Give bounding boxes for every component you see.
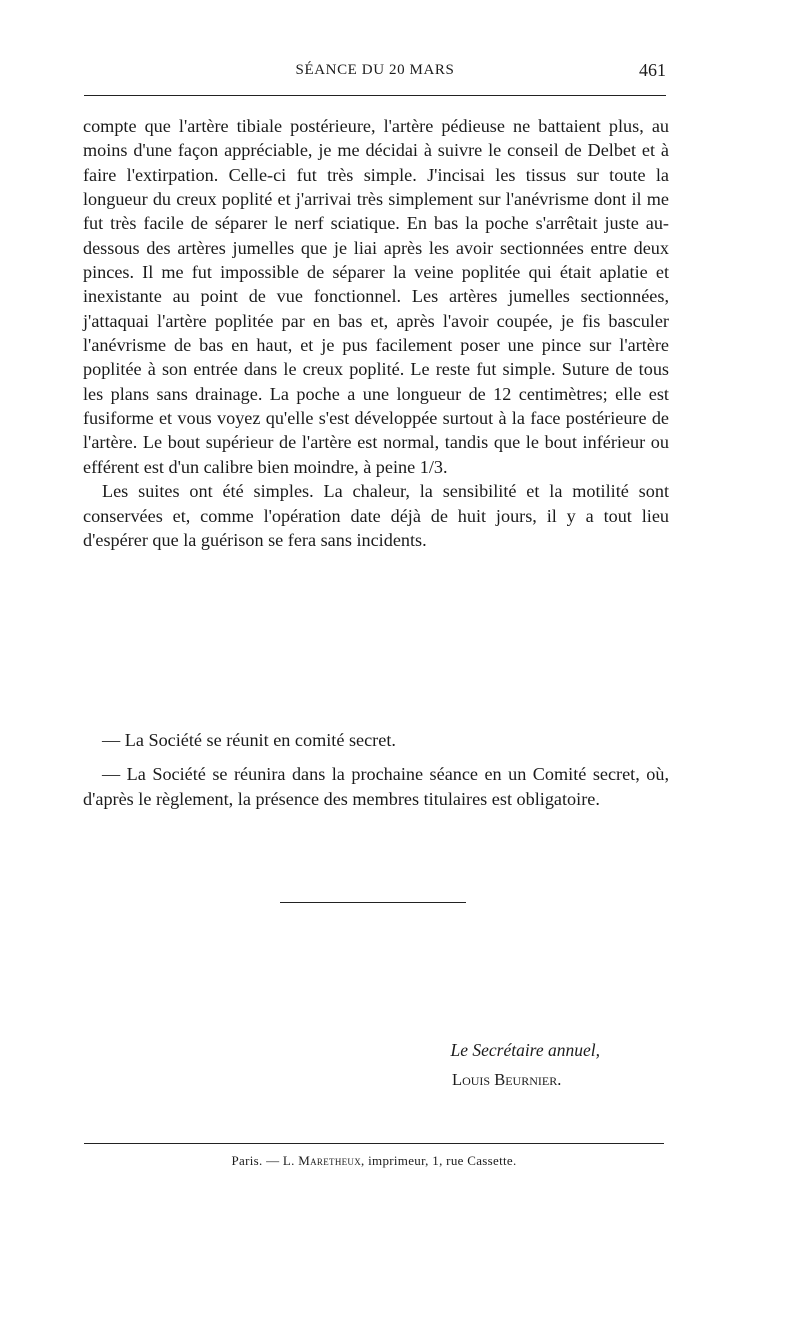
running-title: SÉANCE DU 20 MARS (295, 62, 455, 78)
running-head (84, 60, 666, 86)
imprint-prefix: Paris. — L. (231, 1153, 299, 1168)
announcement-comite-secret: — La Société se réunit en comité secret. (102, 730, 396, 750)
header-rule (84, 95, 666, 96)
section-divider (280, 902, 466, 903)
announcements (83, 728, 669, 811)
body-text (83, 114, 669, 552)
imprint-printer: Maretheux (298, 1153, 362, 1168)
signature-name: Louis Beurnier. (452, 1070, 562, 1089)
footer-rule (84, 1143, 664, 1144)
announcement-prochaine-seance: — La Société se réunira dans la prochaine séance en un Comité secret, où, d'après le règlement, la présence des membres titulaires est obligatoire. (83, 764, 669, 809)
printer-imprint (84, 1153, 664, 1169)
signature-role: Le Secrétaire annuel, (450, 1040, 600, 1060)
imprint-suffix: , imprimeur, 1, rue Cassette. (361, 1153, 517, 1168)
page-number: 461 (639, 60, 666, 80)
body-paragraph: Les suites ont été simples. La chaleur, la sensibilité et la motilité sont conservées et, comme l'opération date déjà de huit jours, il y a tout lieu d'espérer que la guérison se fera sans incidents. (83, 481, 669, 550)
body-paragraph: compte que l'artère tibiale postérieure, l'artère pédieuse ne battaient plus, au moins d'une façon appréciable, je me décidai à suivre le conseil de Delbet et à faire l'extirpation. Celle-ci fut très simple. J'incisai les tissus sur toute la longueur du creux poplité et j'arrivai très simplement sur l'anévrisme dont il me fut très facile de séparer le nerf sciatique. En bas la poche s'arrêtait juste au-dessous des artères jumelles que je liai après les avoir sectionnées entre deux pinces. Il me fut impossible de séparer la veine poplitée qui était aplatie et inexistante au point de vue fonctionnel. Les artères jumelles sectionnées, j'attaquai l'artère poplitée par en bas et, après l'avoir coupée, je fis basculer l'anévrisme de bas en haut, et je pus facilement poser une pince sur l'artère poplitée à son entrée dans le creux poplité. Le reste fut simple. Suture de tous les plans sans drainage. La poche a une longueur de 12 centimètres; elle est fusiforme et vous voyez qu'elle s'est développée surtout à la face postérieure de l'artère. Le bout supérieur de l'artère est normal, tandis que le bout inférieur ou efférent est d'un calibre bien moindre, à peine 1/3. (83, 116, 669, 477)
